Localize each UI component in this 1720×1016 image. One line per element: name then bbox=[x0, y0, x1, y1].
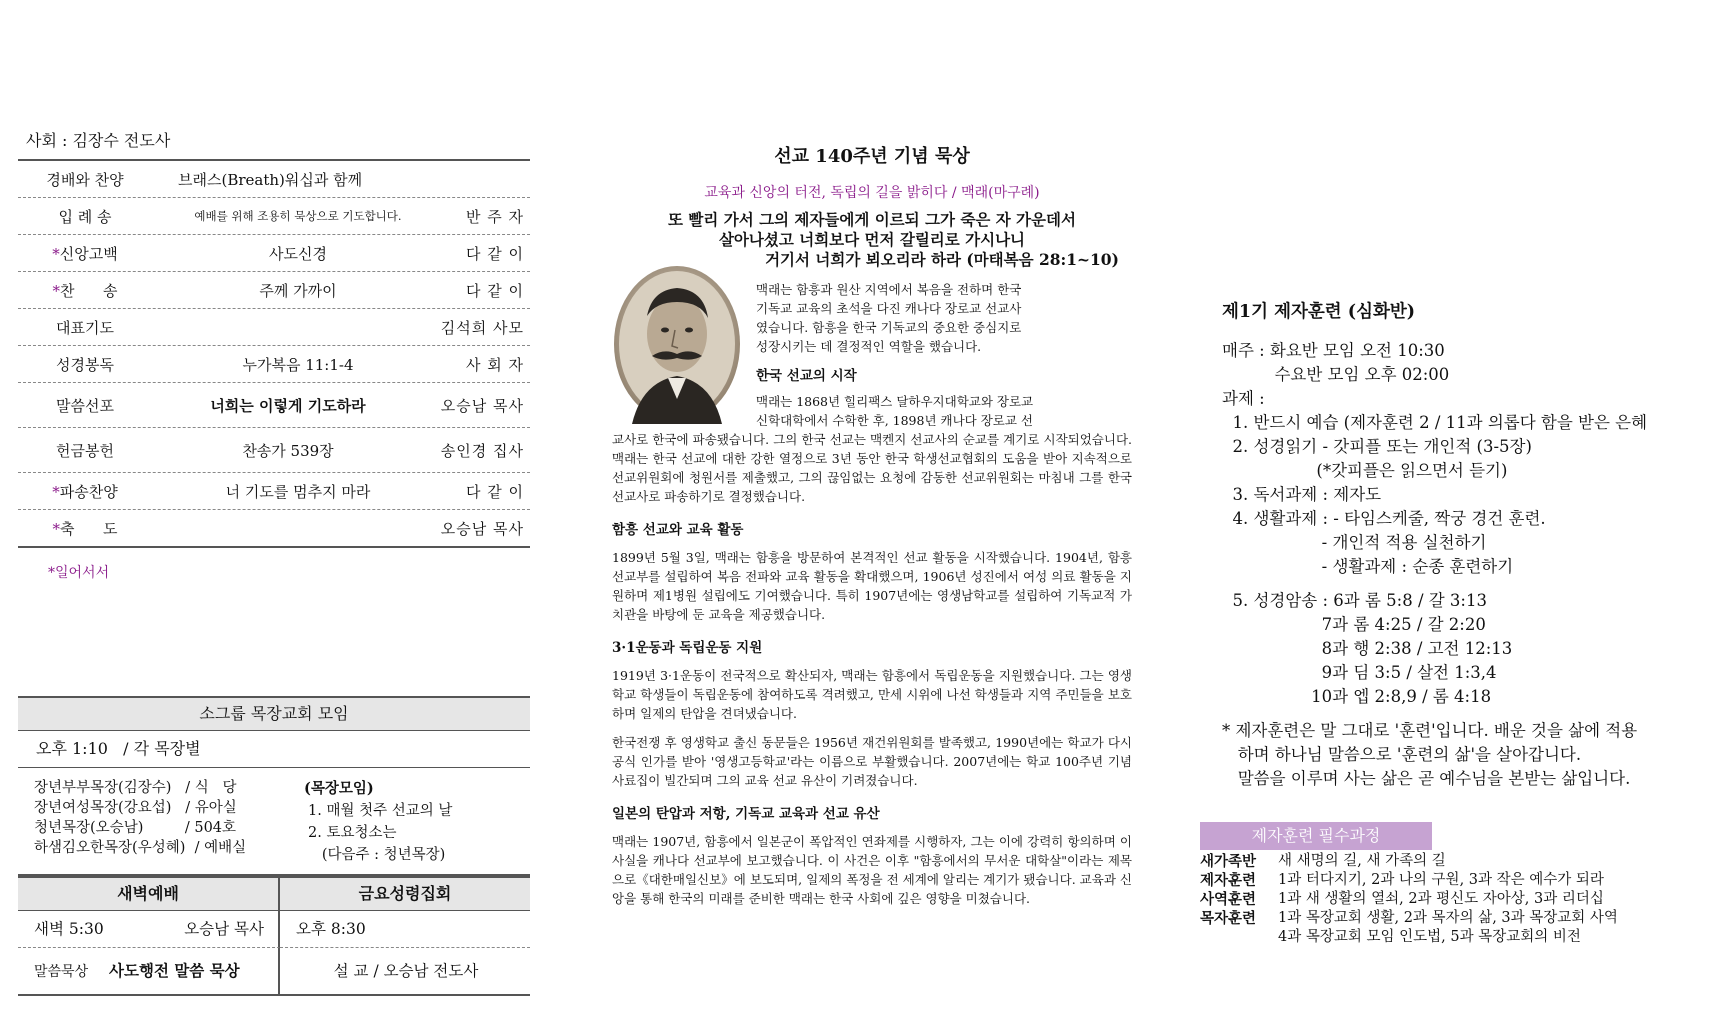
order-name: *신앙고백 bbox=[52, 244, 118, 263]
course-row bbox=[1200, 871, 1720, 890]
verse-line: 거기서 너희가 뵈오리라 하라 (마태복음 28:1~10) bbox=[765, 250, 1119, 269]
meeting-item: 2. 토요청소는 bbox=[308, 825, 397, 841]
discipleship-line: 8과 행 2:38 / 고전 12:13 bbox=[1222, 639, 1513, 658]
order-row bbox=[18, 383, 530, 428]
discipleship-line: 10과 엡 2:8,9 / 롬 4:18 bbox=[1222, 687, 1492, 706]
order-person: 김석희 사모 bbox=[440, 318, 524, 337]
discipleship-line: 2. 성경읽기 - 갓피플 또는 개인적 (3-5장) bbox=[1222, 437, 1532, 456]
small-group-body bbox=[18, 768, 530, 876]
course-key: 새가족반 bbox=[1200, 853, 1257, 870]
dawn-row bbox=[18, 911, 280, 948]
course-row bbox=[1200, 852, 1720, 871]
group-item: 장년여성목장(강요섭) / 유아실 bbox=[34, 800, 237, 816]
intro-line: 성장시키는 데 결정적인 역할을 했습니다. bbox=[756, 339, 982, 354]
order-row bbox=[18, 346, 530, 383]
course-key bbox=[1200, 928, 1278, 947]
order-person: 반 주 자 bbox=[465, 207, 524, 226]
meditation-subtitle: 교육과 신앙의 터전, 독립의 길을 밝히다 / 맥래(마구례) bbox=[704, 185, 1040, 201]
discipleship-title: 제1기 제자훈련 (심화반) bbox=[1222, 302, 1416, 322]
worship-order-table bbox=[18, 159, 530, 548]
order-row bbox=[18, 272, 530, 309]
discipleship-lines bbox=[1222, 339, 1708, 791]
order-person: 오승남 목사 bbox=[440, 519, 524, 538]
discipleship-line: - 개인적 적용 실천하기 bbox=[1222, 533, 1487, 552]
order-row bbox=[18, 428, 530, 473]
section-line: 신학대학에서 수학한 후, 1898년 캐나다 장로교 선 bbox=[756, 413, 1033, 428]
course-key: 제자훈련 bbox=[1200, 872, 1257, 889]
dawn-person: 오승남 목사 bbox=[184, 920, 264, 938]
discipleship-line: - 생활과제 : 순종 훈련하기 bbox=[1222, 557, 1514, 576]
order-row bbox=[18, 473, 530, 510]
discipleship-line: 말씀을 이루며 사는 삶은 곧 예수님을 본받는 삶입니다. bbox=[1222, 769, 1631, 788]
meeting-notes bbox=[304, 778, 530, 866]
section-line: 맥래는 1868년 힐리팩스 달하우지대학교와 장로교 bbox=[756, 394, 1034, 409]
verse-line: 또 빨리 가서 그의 제자들에게 이르되 그가 죽은 자 가운데서 bbox=[668, 210, 1076, 229]
course-value: 4과 목장교회 모임 인도법, 5과 목장교회의 비전 bbox=[1278, 929, 1581, 945]
friday-time: 오후 8:30 bbox=[280, 911, 530, 948]
worship-order bbox=[18, 128, 530, 582]
course-key: 목자훈련 bbox=[1200, 910, 1257, 927]
order-name: 경배와 찬양 bbox=[46, 170, 124, 189]
discipleship-line: 9과 딤 3:5 / 살전 1:3,4 bbox=[1222, 663, 1497, 682]
discipleship-line: 4. 생활과제 : - 타임스케줄, 짝궁 경건 훈련. bbox=[1222, 509, 1546, 528]
order-name: *찬 송 bbox=[52, 281, 118, 300]
course-value: 1과 목장교회 생활, 2과 목자의 삶, 3과 목장교회 사역 bbox=[1278, 910, 1618, 926]
order-name: 말씀선포 bbox=[56, 396, 114, 415]
section-title: 3·1운동과 독립운동 지원 bbox=[612, 640, 763, 656]
discipleship-line: 7과 롬 4:25 / 갈 2:20 bbox=[1222, 615, 1486, 634]
order-name: 성경봉독 bbox=[56, 355, 114, 374]
discipleship-line: * 제자훈련은 말 그대로 '훈련'입니다. 배운 것을 삶에 적용 bbox=[1222, 721, 1638, 740]
section-paragraph: 1919년 3·1운동이 전국적으로 확산되자, 맥래는 함흥에서 독립운동을 지원했습니다. 그는 영생학교 학생들이 독립운동에 참여하도록 격려했고, 만세 시위에 나선 학생들과 지역 주민들을 보호하며 일제의 탄압을 견뎌냈습니다. bbox=[612, 668, 1132, 721]
discipleship-line: 매주 : 화요반 모임 오전 10:30 bbox=[1222, 341, 1445, 360]
group-item: 장년부부목장(김장수) / 식 당 bbox=[34, 780, 237, 796]
order-person: 다 같 이 bbox=[465, 482, 524, 501]
small-group-title: 소그룹 목장교회 모임 bbox=[18, 696, 530, 731]
order-name: 입 례 송 bbox=[58, 207, 112, 226]
order-row bbox=[18, 161, 530, 198]
order-name: 헌금봉헌 bbox=[56, 441, 114, 460]
section-title: 한국 선교의 시작 bbox=[756, 368, 857, 384]
course-value: 새 새명의 길, 새 가족의 길 bbox=[1278, 853, 1446, 869]
meditation bbox=[612, 142, 1132, 908]
order-desc: 사도신경 bbox=[269, 244, 327, 263]
discipleship-section bbox=[1198, 298, 1708, 791]
friday-content: 설 교 / 오승남 전도사 bbox=[333, 962, 479, 980]
meeting-head: (목장모임) bbox=[304, 780, 374, 797]
group-item: 청년목장(오승남) / 504호 bbox=[34, 820, 237, 836]
dawn-time: 새벽 5:30 bbox=[34, 920, 104, 938]
dawn-content-row bbox=[18, 948, 280, 994]
order-name: 대표기도 bbox=[56, 318, 114, 337]
discipleship-line bbox=[1222, 709, 1708, 719]
order-row bbox=[18, 198, 530, 235]
dawn-label: 말씀묵상 bbox=[34, 964, 89, 980]
intro-line: 기독교 교육의 초석을 다진 캐나다 장로교 선교사 bbox=[756, 301, 1022, 316]
section-paragraph: 교사로 한국에 파송됐습니다. 그의 한국 선교는 맥켄지 선교사의 순교를 계기로 시작되었습니다. 맥래는 한국 선교에 대한 강한 열정으로 3년 동안 한국 학생선교협회의 도움을 받아 지속적으로 선교위원회에 청원서를 제출했고, 그의 끊임없는 요청에 감동한 선교위원회는 마침내 그를 한국 선교사로 파송하기로 결정했습니다. bbox=[612, 432, 1132, 504]
order-person: 사 회 자 bbox=[465, 355, 524, 374]
course-row bbox=[1200, 928, 1720, 947]
presider: 사회 : 김장수 전도사 bbox=[26, 131, 171, 150]
small-group-time: 오후 1:10 / 각 목장별 bbox=[18, 731, 530, 768]
intro-line: 였습니다. 함흥을 한국 기독교의 중요한 중심지로 bbox=[756, 320, 1022, 335]
discipleship-line: 하며 하나님 말씀으로 '훈련의 삶'을 살아갑니다. bbox=[1222, 745, 1582, 764]
dawn-title: 새벽예배 bbox=[18, 878, 280, 911]
friday-title: 금요성령집회 bbox=[280, 878, 530, 911]
meeting-item: 1. 매월 첫주 선교의 날 bbox=[308, 803, 453, 819]
course-value: 1과 새 생활의 열쇠, 2과 평신도 자아상, 3과 리더십 bbox=[1278, 891, 1604, 907]
order-person: 다 같 이 bbox=[465, 281, 524, 300]
stand-note: *일어서서 bbox=[48, 565, 110, 581]
order-desc: 예배를 위해 조용히 묵상으로 기도합니다. bbox=[194, 209, 402, 223]
discipleship-line: 1. 반드시 예습 (제자훈련 2 / 11과 의롭다 함을 받은 은혜 bbox=[1222, 413, 1648, 432]
sermon-title: 너희는 이렇게 기도하라 bbox=[210, 396, 366, 415]
order-desc: 너 기도를 멈추지 마라 bbox=[225, 482, 371, 501]
small-group-section bbox=[18, 696, 530, 876]
missionary-portrait bbox=[612, 264, 742, 424]
order-person: 송인경 집사 bbox=[440, 441, 524, 460]
section-paragraph: 1899년 5월 3일, 맥래는 함흥을 방문하여 본격적인 선교 활동을 시작했습니다. 1904년, 함흥 선교부를 설립하여 복음 전파와 교육 활동을 확대했으며, 1906년 성진에서 여성 의료 활동을 지원하며 제1병원 설립에도 기여했습니다. 특히 1907년에는 영생남학교를 설립하여 기독교적 가치관을 바탕에 둔 교육을 제공했습니다. bbox=[612, 550, 1132, 622]
section-paragraph: 한국전쟁 후 영생학교 출신 동문들은 1956년 재건위원회를 발족했고, 1990년에는 학교가 다시 공식 인가를 받아 '영생고등학교'라는 이름으로 부활했습니다. 2007년에는 학교 100주년 기념 사료집이 빌간되며 그의 교육 선교 유산이 기려졌습니다. bbox=[612, 735, 1132, 788]
discipleship-line: 3. 독서과제 : 제자도 bbox=[1222, 485, 1382, 504]
dawn-content: 사도행전 말씀 묵상 bbox=[109, 961, 240, 980]
order-desc: 주께 가까이 bbox=[259, 281, 337, 300]
order-desc: 누가복음 11:1-4 bbox=[242, 355, 354, 374]
order-person: 다 같 이 bbox=[465, 244, 524, 263]
required-course bbox=[1200, 822, 1720, 947]
course-value: 1과 터다지기, 2과 나의 구원, 3과 작은 예수가 되라 bbox=[1278, 872, 1604, 888]
intro-line: 맥래는 함흥과 원산 지역에서 복음을 전하며 한국 bbox=[756, 282, 1022, 297]
section-title: 함흥 선교와 교육 활동 bbox=[612, 522, 744, 538]
section-title: 일본의 탄압과 저항, 기독교 교육과 선교 유산 bbox=[612, 806, 880, 822]
discipleship-line: 수요반 모임 오후 02:00 bbox=[1222, 365, 1450, 384]
order-row bbox=[18, 510, 530, 548]
group-list bbox=[34, 778, 304, 866]
discipleship-line: (*갓피플은 읽으면서 듣기) bbox=[1222, 461, 1508, 480]
order-row bbox=[18, 309, 530, 346]
course-row bbox=[1200, 890, 1720, 909]
meeting-item: (다음주 : 청년목장) bbox=[308, 847, 446, 863]
discipleship-line: 과제 : bbox=[1222, 389, 1265, 408]
order-person: 오승남 목사 bbox=[440, 396, 524, 415]
course-key: 사역훈련 bbox=[1200, 891, 1257, 908]
group-item: 하샘김오한목장(우성혜) / 예배실 bbox=[34, 840, 247, 856]
order-desc: 찬송가 539장 bbox=[242, 441, 334, 460]
meditation-title: 선교 140주년 기념 묵상 bbox=[774, 146, 970, 167]
required-course-title: 제자훈련 필수과정 bbox=[1200, 822, 1432, 850]
order-name: *파송찬양 bbox=[52, 482, 118, 501]
extra-services bbox=[18, 876, 530, 996]
section-paragraph: 맥래는 1907년, 함흥에서 일본군이 폭압적인 연좌제를 시행하자, 그는 이에 강력히 항의하며 이 사실을 캐나다 선교부에 보고했습니다. 이 사건은 이후 "함흥에서의 무서운 대학살"이라는 제목으로《대한매일신보》에 보도되며, 일제의 폭정을 전 세계에 알리는 계기가 됐습니다. 교육과 신앙을 통해 한국의 미래를 준비한 맥래는 한국 사회에 깊은 영향을 미쳤습니다. bbox=[612, 834, 1132, 906]
course-row bbox=[1200, 909, 1720, 928]
discipleship-line: 5. 성경암송 : 6과 롬 5:8 / 갈 3:13 bbox=[1222, 591, 1487, 610]
order-name: *축 도 bbox=[52, 519, 118, 538]
verse-line: 살아나셨고 너희보다 먼저 갈릴리로 가시나니 bbox=[718, 230, 1026, 249]
discipleship-line bbox=[1222, 579, 1708, 589]
order-row bbox=[18, 235, 530, 272]
order-desc: 브래스(Breath)워십과 함께 bbox=[178, 170, 363, 189]
